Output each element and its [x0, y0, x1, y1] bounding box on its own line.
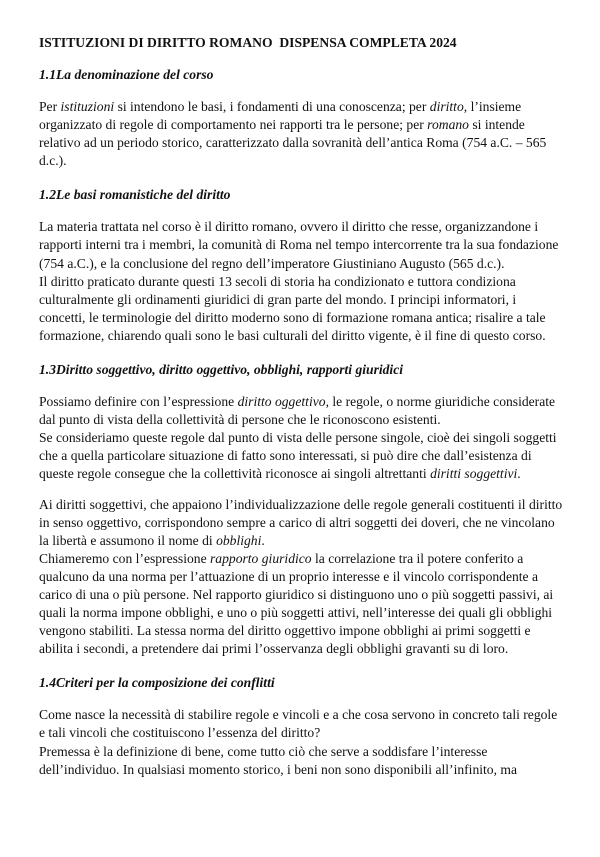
paragraph-1-3-a: [39, 393, 563, 429]
text-run: Chiameremo con l’espressione: [39, 550, 211, 566]
text-run: , le regole, o norme giuridiche considerate dal punto di vista della collettività di persone che le riconoscono esistenti.: [39, 394, 556, 428]
text-run: Possiamo definire con l’espressione: [39, 394, 238, 410]
term-diritti-soggettivi: diritti soggettivi: [430, 466, 518, 482]
text-run: si intendono le basi, i fondamenti di una conoscenza; per: [114, 99, 430, 114]
paragraph-1-3-b: [39, 429, 563, 483]
paragraph-1-2-a: La materia trattata nel corso è il diritto romano, ovvero il diritto che resse, organizzandone i rapporti interni tra i membri, la comunità di Roma nel tempo intercorrente tra la sua fondazione (754 a.C.), e la conclusione del regno dell’imperatore Giustiniano Augusto (565 d.c.).: [39, 219, 559, 271]
document-title: ISTITUZIONI DI DIRITTO ROMANO DISPENSA COMPLETA 2024: [39, 35, 457, 50]
term-diritto-oggettivo: diritto oggettivo: [237, 394, 326, 410]
paragraph-1-3-c: [39, 496, 563, 550]
text-run: Ai diritti soggettivi, che appaiono l’individualizzazione delle regole generali costituenti il diritto in senso oggettivo, corrispondono sempre a carico di altri soggetti dei doveri, che ne vincolano la libertà e assumono il nome di: [39, 496, 563, 548]
paragraph-1-2-b: Il diritto praticato durante questi 13 secoli di storia ha condizionato e tuttora condiziona culturalmente gli ordinamenti giuridici di gran parte del mondo. I principi informatori, i concetti, le terminologie del diritto moderno sono di formazione romana antica; risalire a tale formazione, chiarendo quali sono le basi culturali del diritto vigente, è il fine di questo corso.: [39, 273, 546, 343]
text-run: si intende relativo ad un periodo storico, caratterizzato dalla sovranità dell’antica Roma (754 a.C. – 565 d.c.).: [39, 117, 547, 169]
term-obblighi: obblighi: [216, 532, 262, 548]
text-run: , l’insieme organizzato di regole di comportamento nei rapporti tra le persone; per: [39, 99, 522, 133]
term-istituzioni: istituzioni: [60, 99, 115, 114]
term-rapporto-giuridico: rapporto giuridico: [210, 550, 312, 566]
section-heading-1-4: 1.4Criteri per la composizione dei conflitti: [39, 675, 275, 691]
text-run: la correlazione tra il potere conferito a qualcuno da una norma per l’attuazione di un proprio interesse e il vincolo corrispondente a carico di una o più persone. Nel rapporto giuridico si distinguono uno o più soggetti passivi, ai quali la norma impone obblighi, e uno o più soggetti attivi, nell’interesse dei quali gli obblighi vengono stabiliti. La stessa norma del diritto oggettivo impone obblighi ai primi soggetti e abilita i secondi, a pretendere dai primi l’osservanza degli obblighi gravanti su di loro.: [39, 550, 554, 657]
text-run: Se consideriamo queste regole dal punto di vista delle persone singole, cioè dei singoli soggetti che a quella particolare situazione di fatto sono interessati, si può dire che dall’esistenza di queste regole consegue che la collettività riconosce ai singoli altrettanti: [39, 430, 557, 482]
paragraph-1-4-b: Premessa è la definizione di bene, come tutto ciò che serve a soddisfare l’interesse dell’individuo. In qualsiasi momento storico, i beni non sono disponibili all’infinito, ma: [39, 743, 517, 777]
text-run: Per: [39, 99, 61, 114]
section-heading-1-3: 1.3Diritto soggettivo, diritto oggettivo, obblighi, rapporti giuridici: [39, 362, 404, 378]
section-heading-1-1: 1.1La denominazione del corso: [39, 67, 214, 82]
term-diritto: diritto: [429, 99, 464, 114]
paragraph-1-4-a: Come nasce la necessità di stabilire regole e vincoli e a che cosa servono in concreto tali regole e tali vincoli che costituiscono l’essenza del diritto?: [39, 707, 558, 741]
text-run: .: [261, 532, 265, 548]
paragraph-1-1: [39, 98, 563, 170]
document-page: [39, 34, 563, 779]
text-run: .: [517, 466, 521, 482]
section-heading-1-2: 1.2Le basi romanistiche del diritto: [39, 187, 231, 203]
paragraph-1-3-d: [39, 550, 563, 659]
term-romano: romano: [427, 117, 469, 133]
